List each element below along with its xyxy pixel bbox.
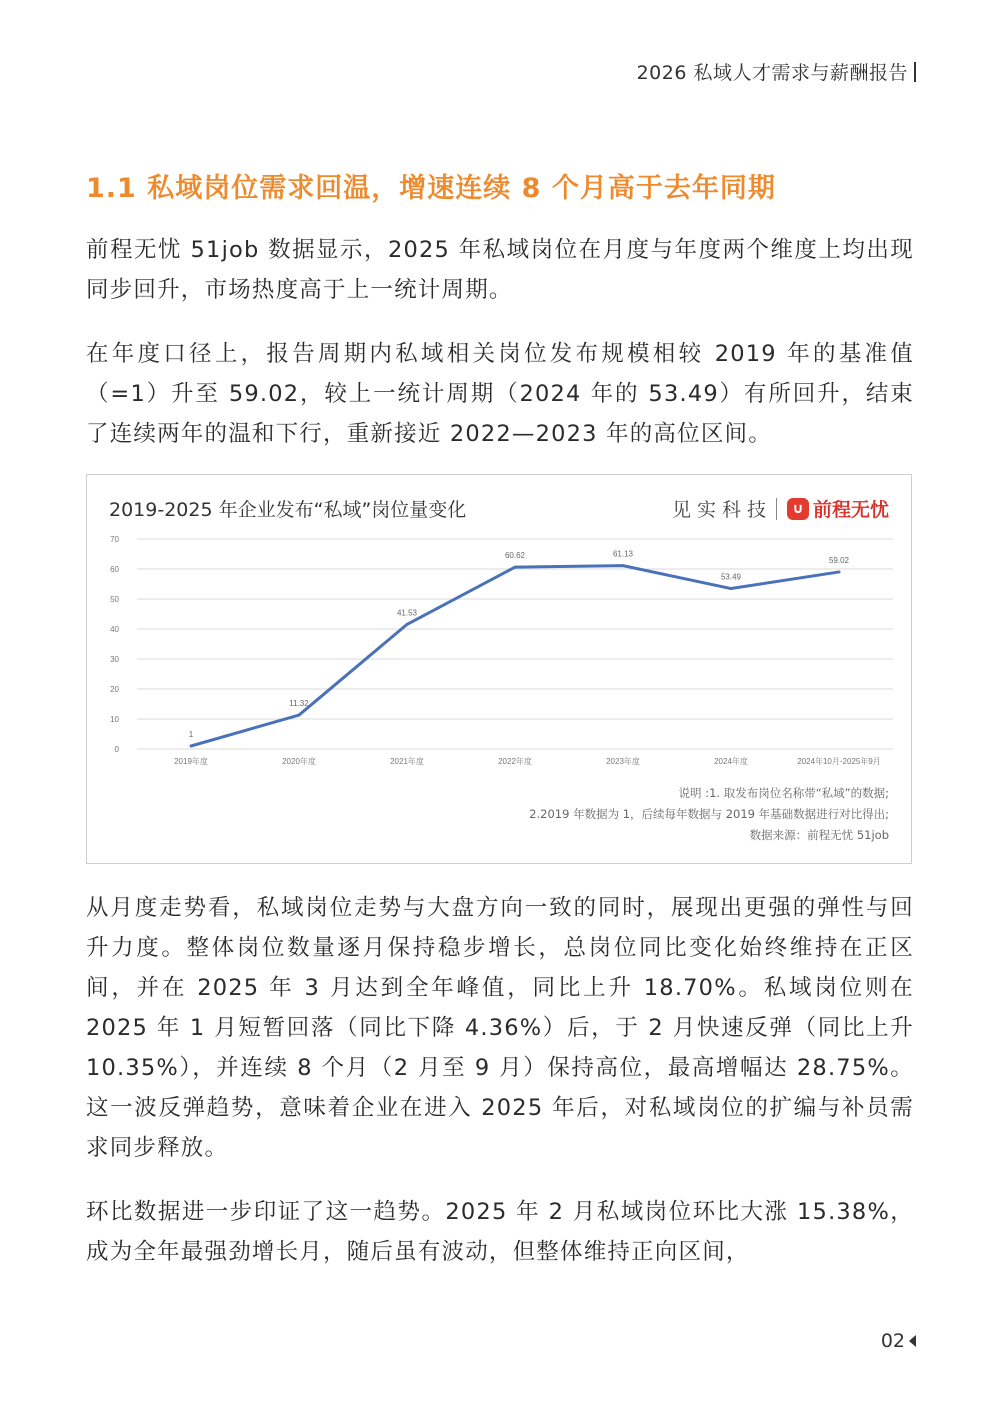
y-tick-label: 70 <box>110 535 119 544</box>
jianshi-brand: 见实科技 <box>671 499 772 521</box>
report-title: 2026 私域人才需求与薪酬报告 <box>636 62 908 84</box>
page-arrow-icon <box>909 1335 916 1347</box>
brand-logos <box>672 495 889 522</box>
51job-brand: 前程无忧 <box>812 499 889 521</box>
paragraph-mom: 环比数据进一步印证了这一趋势。2025 年 2 月私域岗位环比大涨 15.38%，成为全年最强劲增长月，随后虽有波动，但整体维持正向区间， <box>86 1199 914 1265</box>
x-tick-label: 2020年度 <box>282 757 316 766</box>
data-label: 53.49 <box>720 572 742 582</box>
header-divider <box>914 62 916 82</box>
x-tick-label: 2024年度 <box>714 757 748 766</box>
chart-source: 数据来源：前程无忧 51job <box>749 828 889 842</box>
data-point <box>838 570 841 573</box>
51job-logo-icon: ∪ <box>787 498 809 520</box>
y-tick-label: 40 <box>110 625 119 634</box>
x-tick-label: 2019年度 <box>174 757 208 766</box>
chart-note: 说明 :1. 取发布岗位名称带“私域”的数据; <box>678 786 889 800</box>
y-tick-label: 60 <box>110 565 119 574</box>
page-number <box>881 1330 916 1352</box>
data-label: 41.53 <box>396 608 418 618</box>
paragraph-monthly: 从月度走势看，私域岗位走势与大盘方向一致的同时，展现出更强的弹性与回升力度。整体岗位数量逐月保持稳步增长，总岗位同比变化始终维持在正区间，并在 2025 年 3 月达到全年峰值，同比上升 18.70%。私域岗位则在 2025 年 1 月短暂回落（同比下降 4.36%）后，于 2 月快速反弹（同比上升 10.35%），并连续 8 个月（2 月至 9 月）保持高位，最高增幅达 28.75%。这一波反弹趋势，意味着企业在进入 2025 年后，对私域岗位的扩编与补员需求同步释放。 <box>86 895 914 1161</box>
chart-note: 2.2019 年数据为 1，后续每年数据与 2019 年基础数据进行对比得出; <box>529 807 889 821</box>
x-tick-label: 2023年度 <box>606 757 640 766</box>
x-tick-label: 2024年10月-2025年9月 <box>797 757 881 766</box>
y-tick-label: 10 <box>110 715 119 724</box>
data-label: 60.62 <box>504 551 526 561</box>
y-tick-label: 50 <box>110 595 119 604</box>
data-point <box>730 587 733 590</box>
data-point <box>298 714 301 717</box>
brand-divider <box>776 498 777 520</box>
x-tick-label: 2021年度 <box>390 757 424 766</box>
y-tick-label: 30 <box>110 655 119 664</box>
chart-panel <box>86 474 912 864</box>
y-tick-label: 0 <box>114 745 119 754</box>
section-title: 1.1 私域岗位需求回温，增速连续 8 个月高于去年同期 <box>86 173 776 204</box>
chart-title: 2019-2025 年企业发布“私域”岗位量变化 <box>109 499 467 521</box>
report-header <box>637 58 916 85</box>
data-label: 59.02 <box>828 555 850 565</box>
page-number-text: 02 <box>880 1330 905 1352</box>
data-point <box>514 566 517 569</box>
data-point <box>406 623 409 626</box>
data-label: 61.13 <box>612 549 634 559</box>
line-chart <box>87 527 913 767</box>
data-label: 1 <box>188 730 194 739</box>
y-tick-label: 20 <box>110 685 119 694</box>
data-point <box>622 564 625 567</box>
paragraph-intro: 前程无忧 51job 数据显示，2025 年私域岗位在月度与年度两个维度上均出现同步回升，市场热度高于上一统计周期。 <box>86 237 914 303</box>
chart-notes <box>529 783 889 846</box>
data-point <box>190 745 193 748</box>
x-tick-label: 2022年度 <box>498 757 532 766</box>
data-label: 11.32 <box>289 699 309 709</box>
paragraph-annual: 在年度口径上，报告周期内私域相关岗位发布规模相较 2019 年的基准值（=1）升至 59.02，较上一统计周期（2024 年的 53.49）有所回升，结束了连续两年的温和下行，重新接近 2022—2023 年的高位区间。 <box>86 341 914 447</box>
